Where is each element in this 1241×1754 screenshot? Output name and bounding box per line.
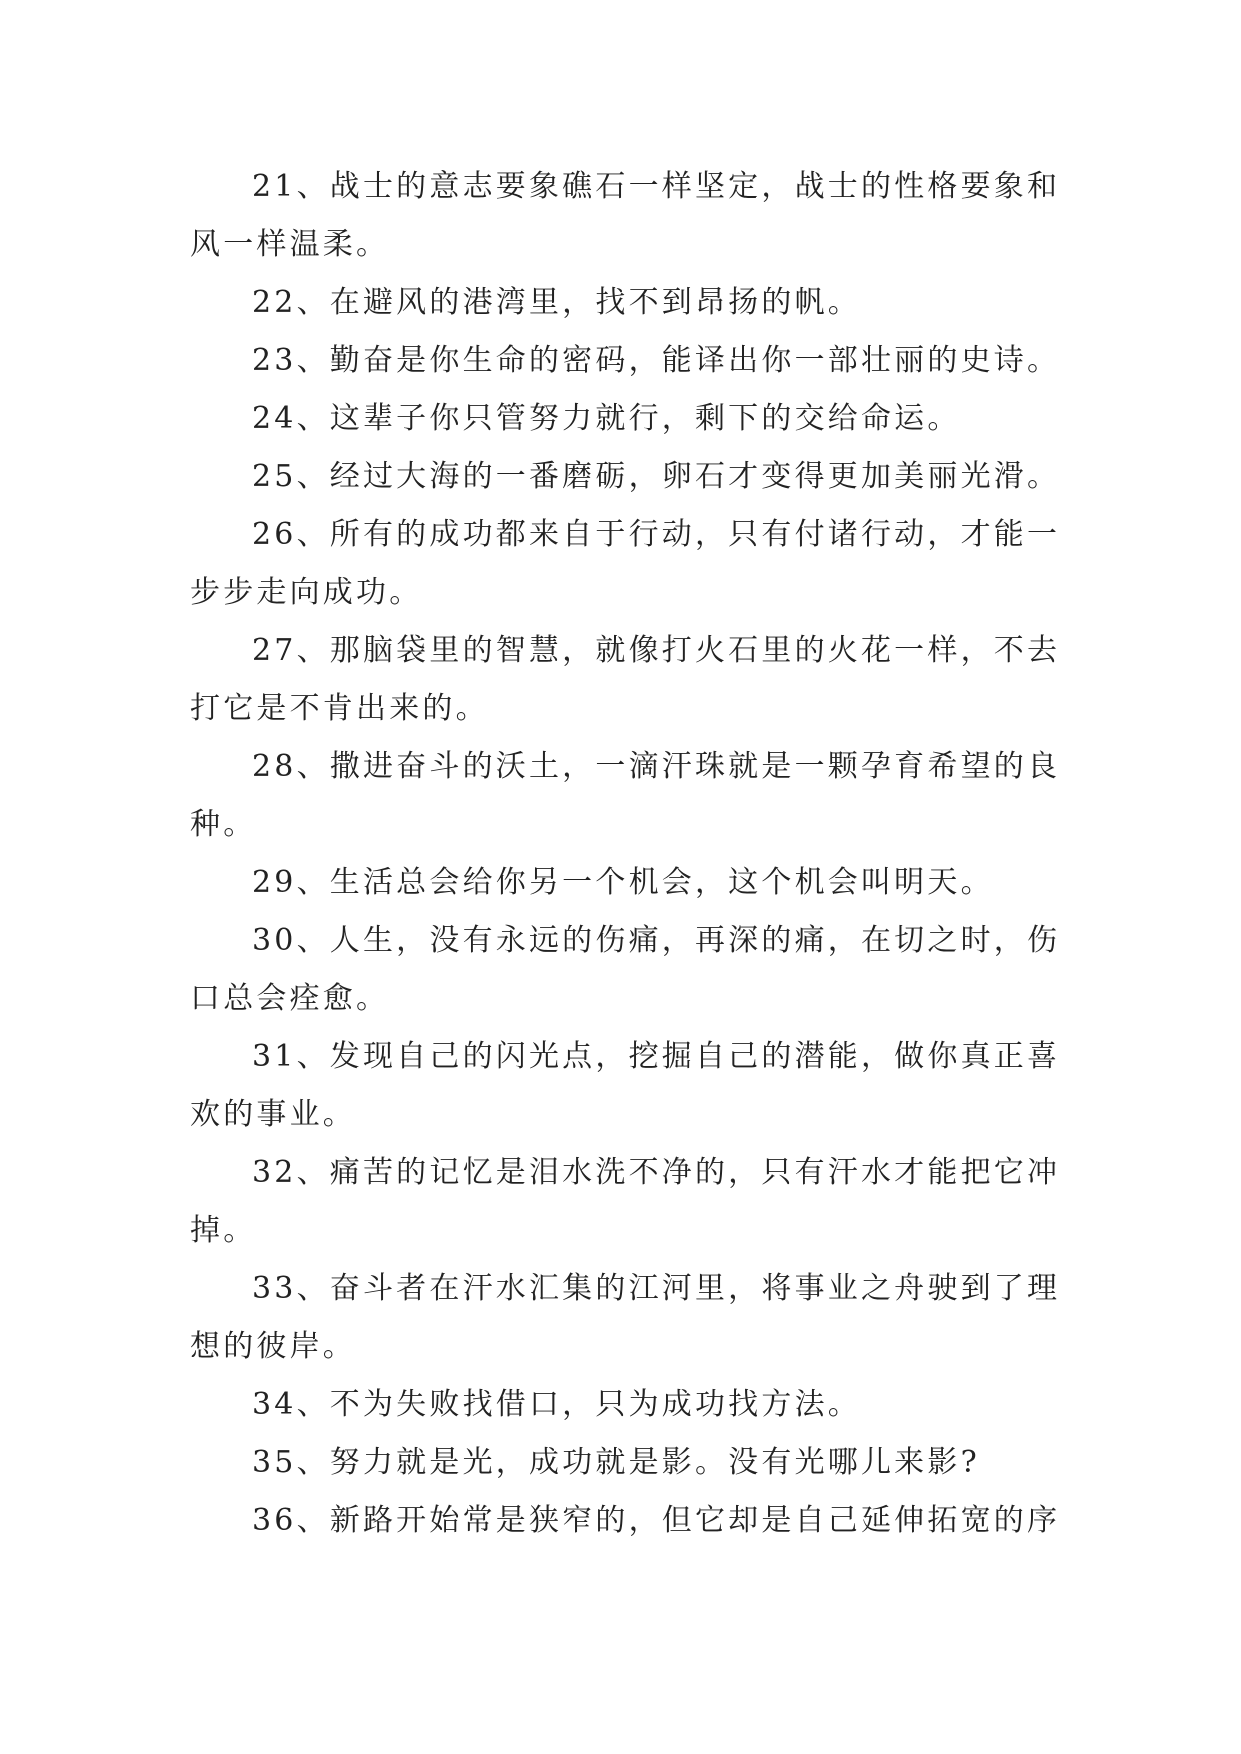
paragraph-21: 21、战士的意志要象礁石一样坚定，战士的性格要象和风一样温柔。 xyxy=(190,169,1061,262)
paragraph-27: 27、那脑袋里的智慧，就像打火石里的火花一样，不去打它是不肯出来的。 xyxy=(190,633,1061,726)
paragraph-22: 22、在避风的港湾里，找不到昂扬的帆。 xyxy=(252,285,861,320)
paragraph-36: 36、新路开始常是狭窄的，但它却是自己延伸拓宽的序 xyxy=(252,1503,1061,1538)
paragraph-29: 29、生活总会给你另一个机会，这个机会叫明天。 xyxy=(252,865,994,900)
paragraph-32: 32、痛苦的记忆是泪水洗不净的，只有汗水才能把它冲掉。 xyxy=(190,1155,1061,1248)
paragraph-28: 28、撒进奋斗的沃土，一滴汗珠就是一颗孕育希望的良种。 xyxy=(190,749,1061,842)
paragraph-34: 34、不为失败找借口，只为成功找方法。 xyxy=(252,1387,861,1422)
paragraph-26: 26、所有的成功都来自于行动，只有付诸行动，才能一步步走向成功。 xyxy=(190,517,1061,610)
paragraph-23: 23、勤奋是你生命的密码，能译出你一部壮丽的史诗。 xyxy=(252,343,1061,378)
paragraph-35: 35、努力就是光，成功就是影。没有光哪儿来影? xyxy=(252,1445,980,1480)
paragraph-30: 30、人生，没有永远的伤痛，再深的痛，在切之时，伤口总会痊愈。 xyxy=(190,923,1061,1016)
paragraph-33: 33、奋斗者在汗水汇集的江河里，将事业之舟驶到了理想的彼岸。 xyxy=(190,1271,1061,1364)
document-body xyxy=(190,158,1070,1550)
paragraph-24: 24、这辈子你只管努力就行，剩下的交给命运。 xyxy=(252,401,961,436)
paragraph-25: 25、经过大海的一番磨砺，卵石才变得更加美丽光滑。 xyxy=(252,459,1061,494)
paragraph-31: 31、发现自己的闪光点，挖掘自己的潜能，做你真正喜欢的事业。 xyxy=(190,1039,1061,1132)
